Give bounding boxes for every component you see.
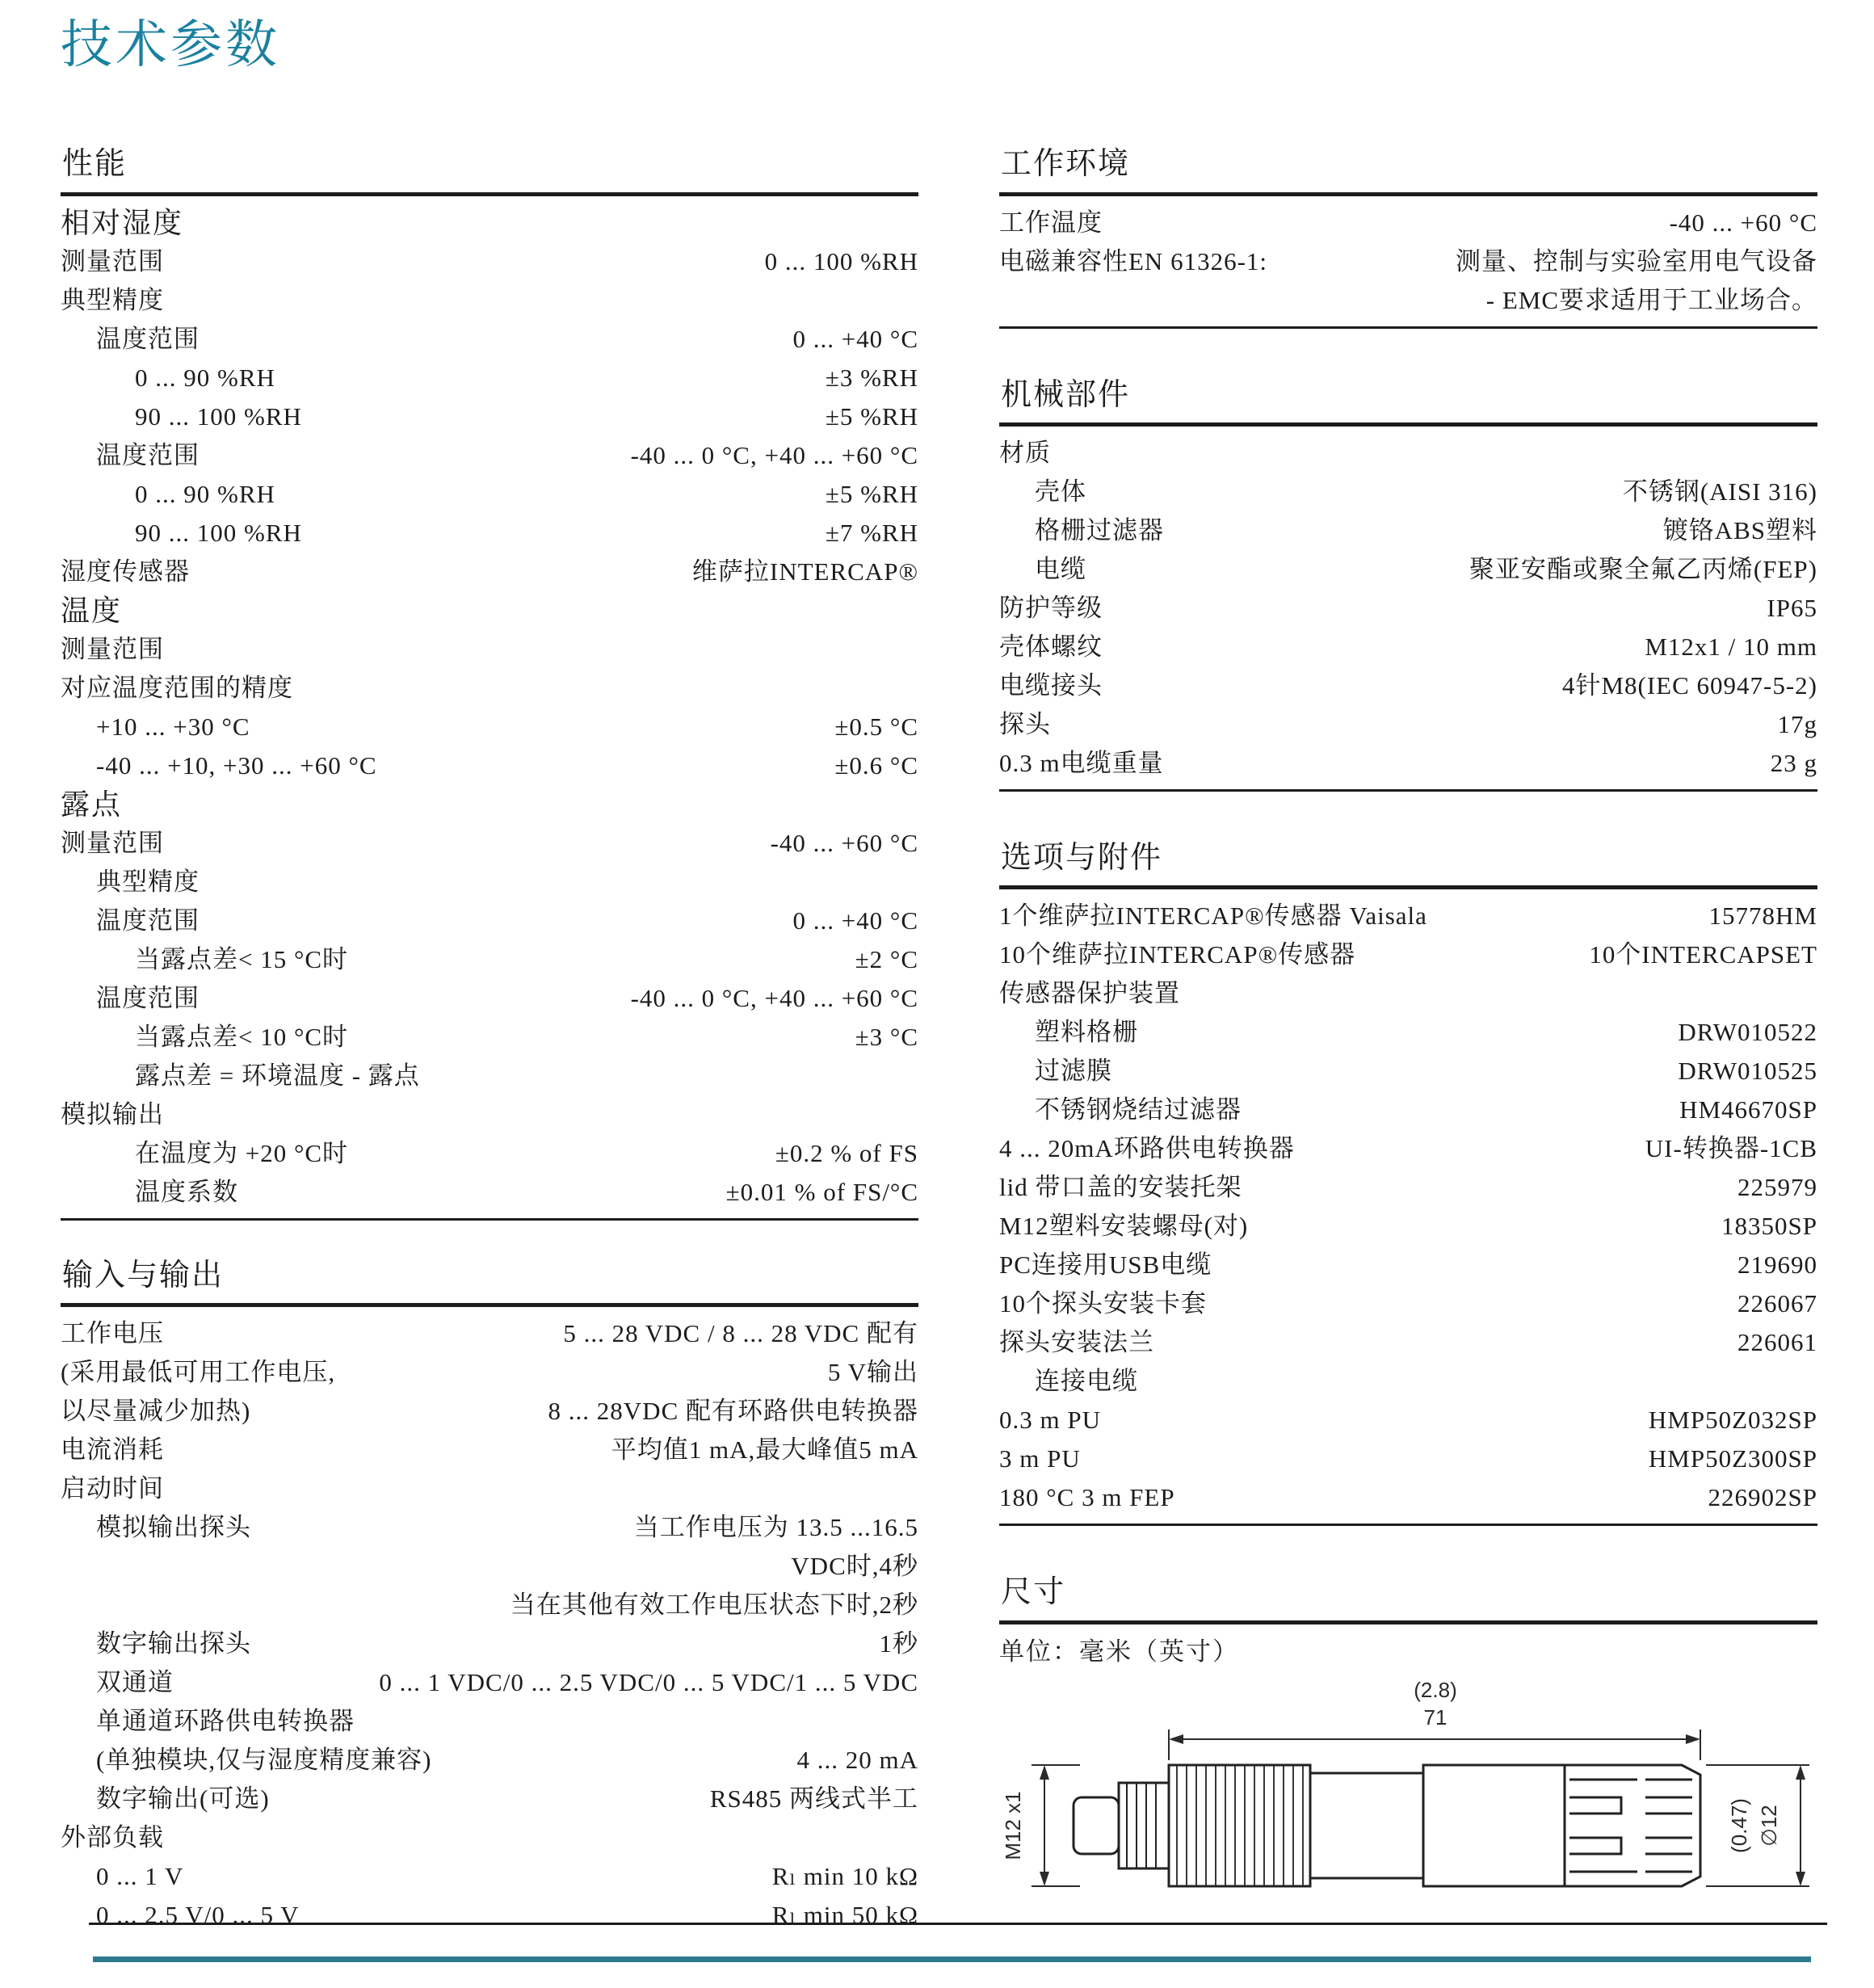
spec-label: 在温度为 +20 °C时	[135, 1138, 349, 1167]
spec-value: Rₗ min 10 kΩ	[771, 1861, 918, 1890]
spec-row	[61, 1173, 918, 1212]
spec-label: PC连接用USB电缆	[999, 1250, 1212, 1280]
spec-label: 相对湿度	[61, 206, 184, 239]
spec-label: 电磁兼容性EN 61326-1:	[999, 246, 1268, 275]
spec-value: 测量、控制与实验室用电气设备	[1456, 246, 1817, 275]
spec-value: 0 ... 1 VDC/0 ... 2.5 VDC/0 ... 5 VDC/1 ... 5 VDC	[379, 1667, 918, 1696]
spec-label: 温度系数	[135, 1177, 238, 1206]
spec-label: 湿度传感器	[61, 557, 190, 586]
dimensions-unit-note: 单位：毫米（英寸）	[999, 1637, 1239, 1666]
spec-value: ±0.2 % of FS	[775, 1138, 918, 1167]
spec-value: ±7 %RH	[825, 518, 918, 547]
spec-value: RS485 两线式半工	[709, 1784, 918, 1813]
spec-value: -40 ... +60 °C	[770, 828, 918, 857]
spec-row	[999, 434, 1817, 473]
dim-thread-label: M12 x1	[1001, 1791, 1025, 1860]
spec-row	[61, 1057, 918, 1095]
spec-value: 0 ... +40 °C	[792, 324, 918, 353]
spec-label: 电缆接头	[999, 670, 1103, 700]
spec-row	[999, 935, 1817, 974]
spec-label: M12塑料安装螺母(对)	[999, 1212, 1249, 1241]
spec-label: 对应温度范围的精度	[61, 673, 293, 702]
section-heading-environment: 工作环境	[999, 145, 1817, 195]
spec-label: 工作温度	[999, 208, 1103, 237]
spec-label: 0 ... 90 %RH	[135, 363, 275, 392]
spec-row	[61, 204, 918, 242]
spec-label: 0 ... 1 V	[96, 1861, 184, 1890]
spec-row	[999, 897, 1817, 935]
spec-label: 模拟输出探头	[96, 1512, 251, 1541]
spec-label: 工作电压	[61, 1318, 164, 1347]
spec-label: 0 ... 90 %RH	[135, 479, 275, 508]
spec-row	[999, 705, 1817, 744]
spec-value: 18350SP	[1721, 1212, 1817, 1241]
spec-label: 模拟输出	[61, 1099, 164, 1128]
spec-row	[61, 1818, 918, 1857]
section-performance	[61, 145, 918, 1220]
spec-row	[61, 359, 918, 397]
spec-label: 单通道环路供电转换器	[96, 1706, 355, 1735]
spec-value: 226067	[1737, 1289, 1817, 1318]
section-heading-performance: 性能	[61, 145, 918, 195]
spec-row	[999, 1129, 1817, 1168]
dim-diameter-mm-label: ∅12	[1757, 1804, 1781, 1847]
spec-row	[61, 940, 918, 979]
spec-label: 3 m PU	[999, 1444, 1081, 1473]
spec-value: 当工作电压为 13.5 ...16.5	[633, 1512, 918, 1541]
spec-label: 双通道	[96, 1667, 174, 1696]
spec-value: 5 ... 28 VDC / 8 ... 28 VDC 配有	[563, 1318, 918, 1347]
spec-label: 以尽量减少加热)	[61, 1396, 251, 1425]
spec-value: Rₗ min 50 kΩ	[771, 1900, 918, 1929]
spec-row	[61, 475, 918, 514]
spec-value: UI-转换器-1CB	[1645, 1134, 1817, 1163]
spec-row	[999, 550, 1817, 589]
spec-value: HM46670SP	[1679, 1095, 1817, 1124]
spec-label: 温度范围	[96, 983, 200, 1012]
spec-row	[61, 746, 918, 785]
spec-label: 壳体螺纹	[999, 632, 1103, 661]
spec-row	[61, 1896, 918, 1935]
spec-label: 壳体	[1035, 477, 1086, 506]
spec-label: 10个探头安装卡套	[999, 1289, 1207, 1318]
spec-row	[61, 281, 918, 320]
spec-row	[61, 979, 918, 1018]
spec-value: 4针M8(IEC 60947-5-2)	[1561, 670, 1817, 700]
spec-label: 典型精度	[96, 867, 200, 896]
spec-label: 格栅过滤器	[1035, 515, 1164, 544]
right-column	[999, 145, 1817, 1943]
spec-row	[61, 1353, 918, 1392]
spec-value: VDC时,4秒	[791, 1551, 918, 1580]
spec-row	[999, 1246, 1817, 1284]
spec-row	[61, 1018, 918, 1057]
spec-label: 温度范围	[96, 440, 200, 469]
spec-row	[999, 628, 1817, 666]
section-environment	[999, 145, 1817, 328]
bottom-rule	[89, 1923, 1827, 1925]
thread-hatch-icon	[1177, 1765, 1303, 1886]
spec-label: 180 °C 3 m FEP	[999, 1483, 1175, 1512]
spec-label: 数字输出探头	[96, 1629, 251, 1658]
spec-row	[999, 744, 1817, 783]
spec-value: 0 ... +40 °C	[792, 906, 918, 935]
filter-grooves-icon	[1569, 1780, 1692, 1872]
spec-row	[61, 436, 918, 475]
content-columns	[61, 145, 1817, 1943]
spec-value: ±5 %RH	[825, 479, 918, 508]
spec-row	[61, 1431, 918, 1469]
spec-label: 数字输出(可选)	[96, 1784, 270, 1813]
spec-label: 不锈钢烧结过滤器	[1035, 1095, 1242, 1124]
spec-value: 1秒	[879, 1629, 918, 1658]
spec-row	[999, 1168, 1817, 1207]
section-heading-io: 输入与输出	[61, 1256, 918, 1307]
spec-value: 10个INTERCAPSET	[1589, 940, 1817, 969]
spec-row	[999, 1440, 1817, 1478]
spec-value: 聚亚安酯或聚全氟乙丙烯(FEP)	[1469, 554, 1817, 583]
spec-label: +10 ... +30 °C	[96, 712, 250, 741]
left-column	[61, 145, 918, 1935]
spec-row	[61, 591, 918, 630]
spec-label: 测量范围	[61, 634, 164, 663]
section-heading-mechanical: 机械部件	[999, 376, 1817, 427]
spec-label: 启动时间	[61, 1473, 164, 1503]
spec-label: 4 ... 20mA环路供电转换器	[999, 1134, 1295, 1163]
spec-row	[61, 397, 918, 436]
spec-row	[61, 708, 918, 746]
spec-row	[61, 1702, 918, 1741]
spec-row	[999, 1284, 1817, 1323]
spec-row	[61, 514, 918, 553]
spec-label: 0.3 m电缆重量	[999, 748, 1164, 777]
spec-row	[61, 1857, 918, 1896]
spec-label: 探头安装法兰	[999, 1328, 1154, 1357]
spec-label: (采用最低可用工作电压,	[61, 1357, 336, 1386]
mechanical-rows	[999, 427, 1817, 792]
spec-value: 当在其他有效工作电压状态下时,2秒	[510, 1590, 918, 1619]
spec-label: 测量范围	[61, 246, 164, 275]
spec-value: -40 ... +60 °C	[1669, 208, 1817, 237]
options-rows	[999, 889, 1817, 1526]
io-rows	[61, 1307, 918, 1935]
dim-diameter-inch-label: (0.47)	[1727, 1797, 1751, 1853]
spec-row	[61, 1586, 918, 1624]
spec-value: HMP50Z032SP	[1648, 1406, 1817, 1435]
spec-row	[61, 320, 918, 359]
spec-label: 0 ... 2.5 V/0 ... 5 V	[96, 1900, 300, 1929]
spec-value: DRW010522	[1678, 1018, 1817, 1047]
spec-label: 10个维萨拉INTERCAP®传感器	[999, 940, 1356, 969]
spec-row	[61, 1508, 918, 1547]
spec-row	[61, 1392, 918, 1431]
spec-row	[999, 1478, 1817, 1517]
spec-row	[999, 204, 1817, 242]
spec-label: 外部负载	[61, 1822, 164, 1851]
spec-row	[61, 1314, 918, 1353]
spec-row	[61, 902, 918, 940]
connector-ridges-icon	[1127, 1783, 1156, 1868]
spec-label: -40 ... +10, +30 ... +60 °C	[96, 750, 377, 780]
spec-value: ±2 °C	[855, 944, 918, 973]
section-io	[61, 1256, 918, 1935]
spec-value: ±5 %RH	[825, 401, 918, 431]
spec-value: 17g	[1777, 709, 1817, 738]
spec-row	[61, 553, 918, 591]
spec-row	[999, 1207, 1817, 1246]
spec-row	[999, 511, 1817, 550]
spec-row	[61, 1134, 918, 1173]
spec-label: 电流消耗	[61, 1435, 164, 1464]
spec-value: ±3 %RH	[825, 363, 918, 392]
spec-row	[999, 1052, 1817, 1091]
spec-value: 4 ... 20 mA	[796, 1745, 918, 1774]
dim-length-inch-label: (2.8)	[1414, 1677, 1457, 1702]
dim-length-mm-label: 71	[1423, 1704, 1448, 1730]
spec-row	[999, 974, 1817, 1013]
spec-value: M12x1 / 10 mm	[1645, 632, 1817, 661]
spec-label: 电缆	[1035, 554, 1086, 583]
spec-value: -40 ... 0 °C, +40 ... +60 °C	[630, 440, 918, 469]
spec-row	[61, 1624, 918, 1663]
spec-value: 15778HM	[1708, 902, 1817, 931]
spec-value: -40 ... 0 °C, +40 ... +60 °C	[630, 983, 918, 1012]
spec-value: 镀铬ABS塑料	[1662, 515, 1817, 544]
spec-row	[61, 1663, 918, 1702]
spec-value: ±0.6 °C	[834, 750, 918, 780]
environment-rows	[999, 196, 1817, 329]
spec-row	[61, 785, 918, 824]
spec-row	[999, 666, 1817, 705]
spec-value: 23 g	[1770, 748, 1817, 777]
spec-row	[61, 1469, 918, 1508]
spec-row	[61, 669, 918, 708]
spec-label: 测量范围	[61, 828, 164, 857]
spec-label: 连接电缆	[1035, 1367, 1138, 1396]
spec-label: 典型精度	[61, 285, 164, 314]
spec-value: ±3 °C	[855, 1022, 918, 1051]
spec-label: 90 ... 100 %RH	[135, 518, 302, 547]
spec-label: 塑料格栅	[1035, 1018, 1138, 1047]
spec-value: DRW010525	[1678, 1057, 1817, 1086]
spec-row	[61, 1741, 918, 1780]
spec-label: 露点	[61, 788, 123, 821]
spec-value: 0 ... 100 %RH	[764, 246, 918, 275]
probe-outline	[1074, 1765, 1700, 1886]
footer-accent-rule	[93, 1956, 1811, 1962]
probe-dimension-drawing	[999, 1676, 1817, 1943]
section-mechanical	[999, 376, 1817, 792]
spec-row	[999, 1013, 1817, 1052]
spec-value: - EMC要求适用于工业场合。	[1485, 285, 1817, 314]
section-heading-options: 选项与附件	[999, 838, 1817, 889]
spec-row	[999, 1323, 1817, 1362]
spec-row	[999, 1401, 1817, 1440]
page-title: 技术参数	[61, 16, 280, 74]
spec-row	[61, 242, 918, 281]
spec-label: 温度范围	[96, 906, 200, 935]
spec-row	[999, 242, 1817, 281]
spec-row	[61, 863, 918, 902]
spec-label: 1个维萨拉INTERCAP®传感器 Vaisala	[999, 902, 1427, 931]
section-options	[999, 838, 1817, 1526]
spec-row	[61, 824, 918, 863]
spec-label: 当露点差< 15 °C时	[135, 944, 349, 973]
performance-rows	[61, 196, 918, 1221]
spec-value: 219690	[1737, 1250, 1817, 1280]
spec-label: 探头	[999, 709, 1051, 738]
spec-label: 当露点差< 10 °C时	[135, 1022, 349, 1051]
spec-value: 不锈钢(AISI 316)	[1622, 477, 1817, 506]
spec-label: 温度	[61, 594, 123, 627]
spec-row	[999, 1091, 1817, 1129]
spec-value: 平均值1 mA,最大峰值5 mA	[611, 1435, 918, 1464]
spec-label: 防护等级	[999, 593, 1103, 622]
spec-value: 226902SP	[1708, 1483, 1817, 1512]
spec-label: 传感器保护装置	[999, 979, 1180, 1008]
spec-row	[999, 1362, 1817, 1401]
spec-value: 维萨拉INTERCAP®	[691, 557, 918, 586]
spec-row	[61, 1547, 918, 1586]
spec-label: 过滤膜	[1035, 1057, 1112, 1086]
section-heading-dimensions: 尺寸	[999, 1573, 1817, 1624]
spec-row	[999, 589, 1817, 628]
spec-row	[61, 630, 918, 669]
spec-row	[999, 281, 1817, 320]
spec-value: 8 ... 28VDC 配有环路供电转换器	[548, 1396, 918, 1425]
spec-label: 露点差 = 环境温度 - 露点	[135, 1061, 420, 1090]
spec-value: HMP50Z300SP	[1648, 1444, 1817, 1473]
spec-value: 226061	[1737, 1328, 1817, 1357]
spec-label: (单独模块,仅与湿度精度兼容)	[96, 1745, 432, 1774]
spec-value: ±0.01 % of FS/°C	[725, 1177, 918, 1206]
spec-label: 0.3 m PU	[999, 1406, 1101, 1435]
spec-value: 225979	[1737, 1173, 1817, 1202]
section-dimensions	[999, 1573, 1817, 1942]
spec-row	[61, 1780, 918, 1818]
dim-length-line	[1169, 1730, 1700, 1760]
spec-label: 温度范围	[96, 324, 200, 353]
spec-label: lid 带口盖的安装托架	[999, 1173, 1242, 1202]
spec-value: ±0.5 °C	[834, 712, 918, 741]
spec-label: 90 ... 100 %RH	[135, 401, 302, 431]
spec-value: IP65	[1767, 593, 1817, 622]
spec-label: 材质	[999, 438, 1051, 467]
spec-row	[61, 1095, 918, 1134]
spec-value: 5 V输出	[827, 1357, 918, 1386]
spec-row	[999, 473, 1817, 511]
